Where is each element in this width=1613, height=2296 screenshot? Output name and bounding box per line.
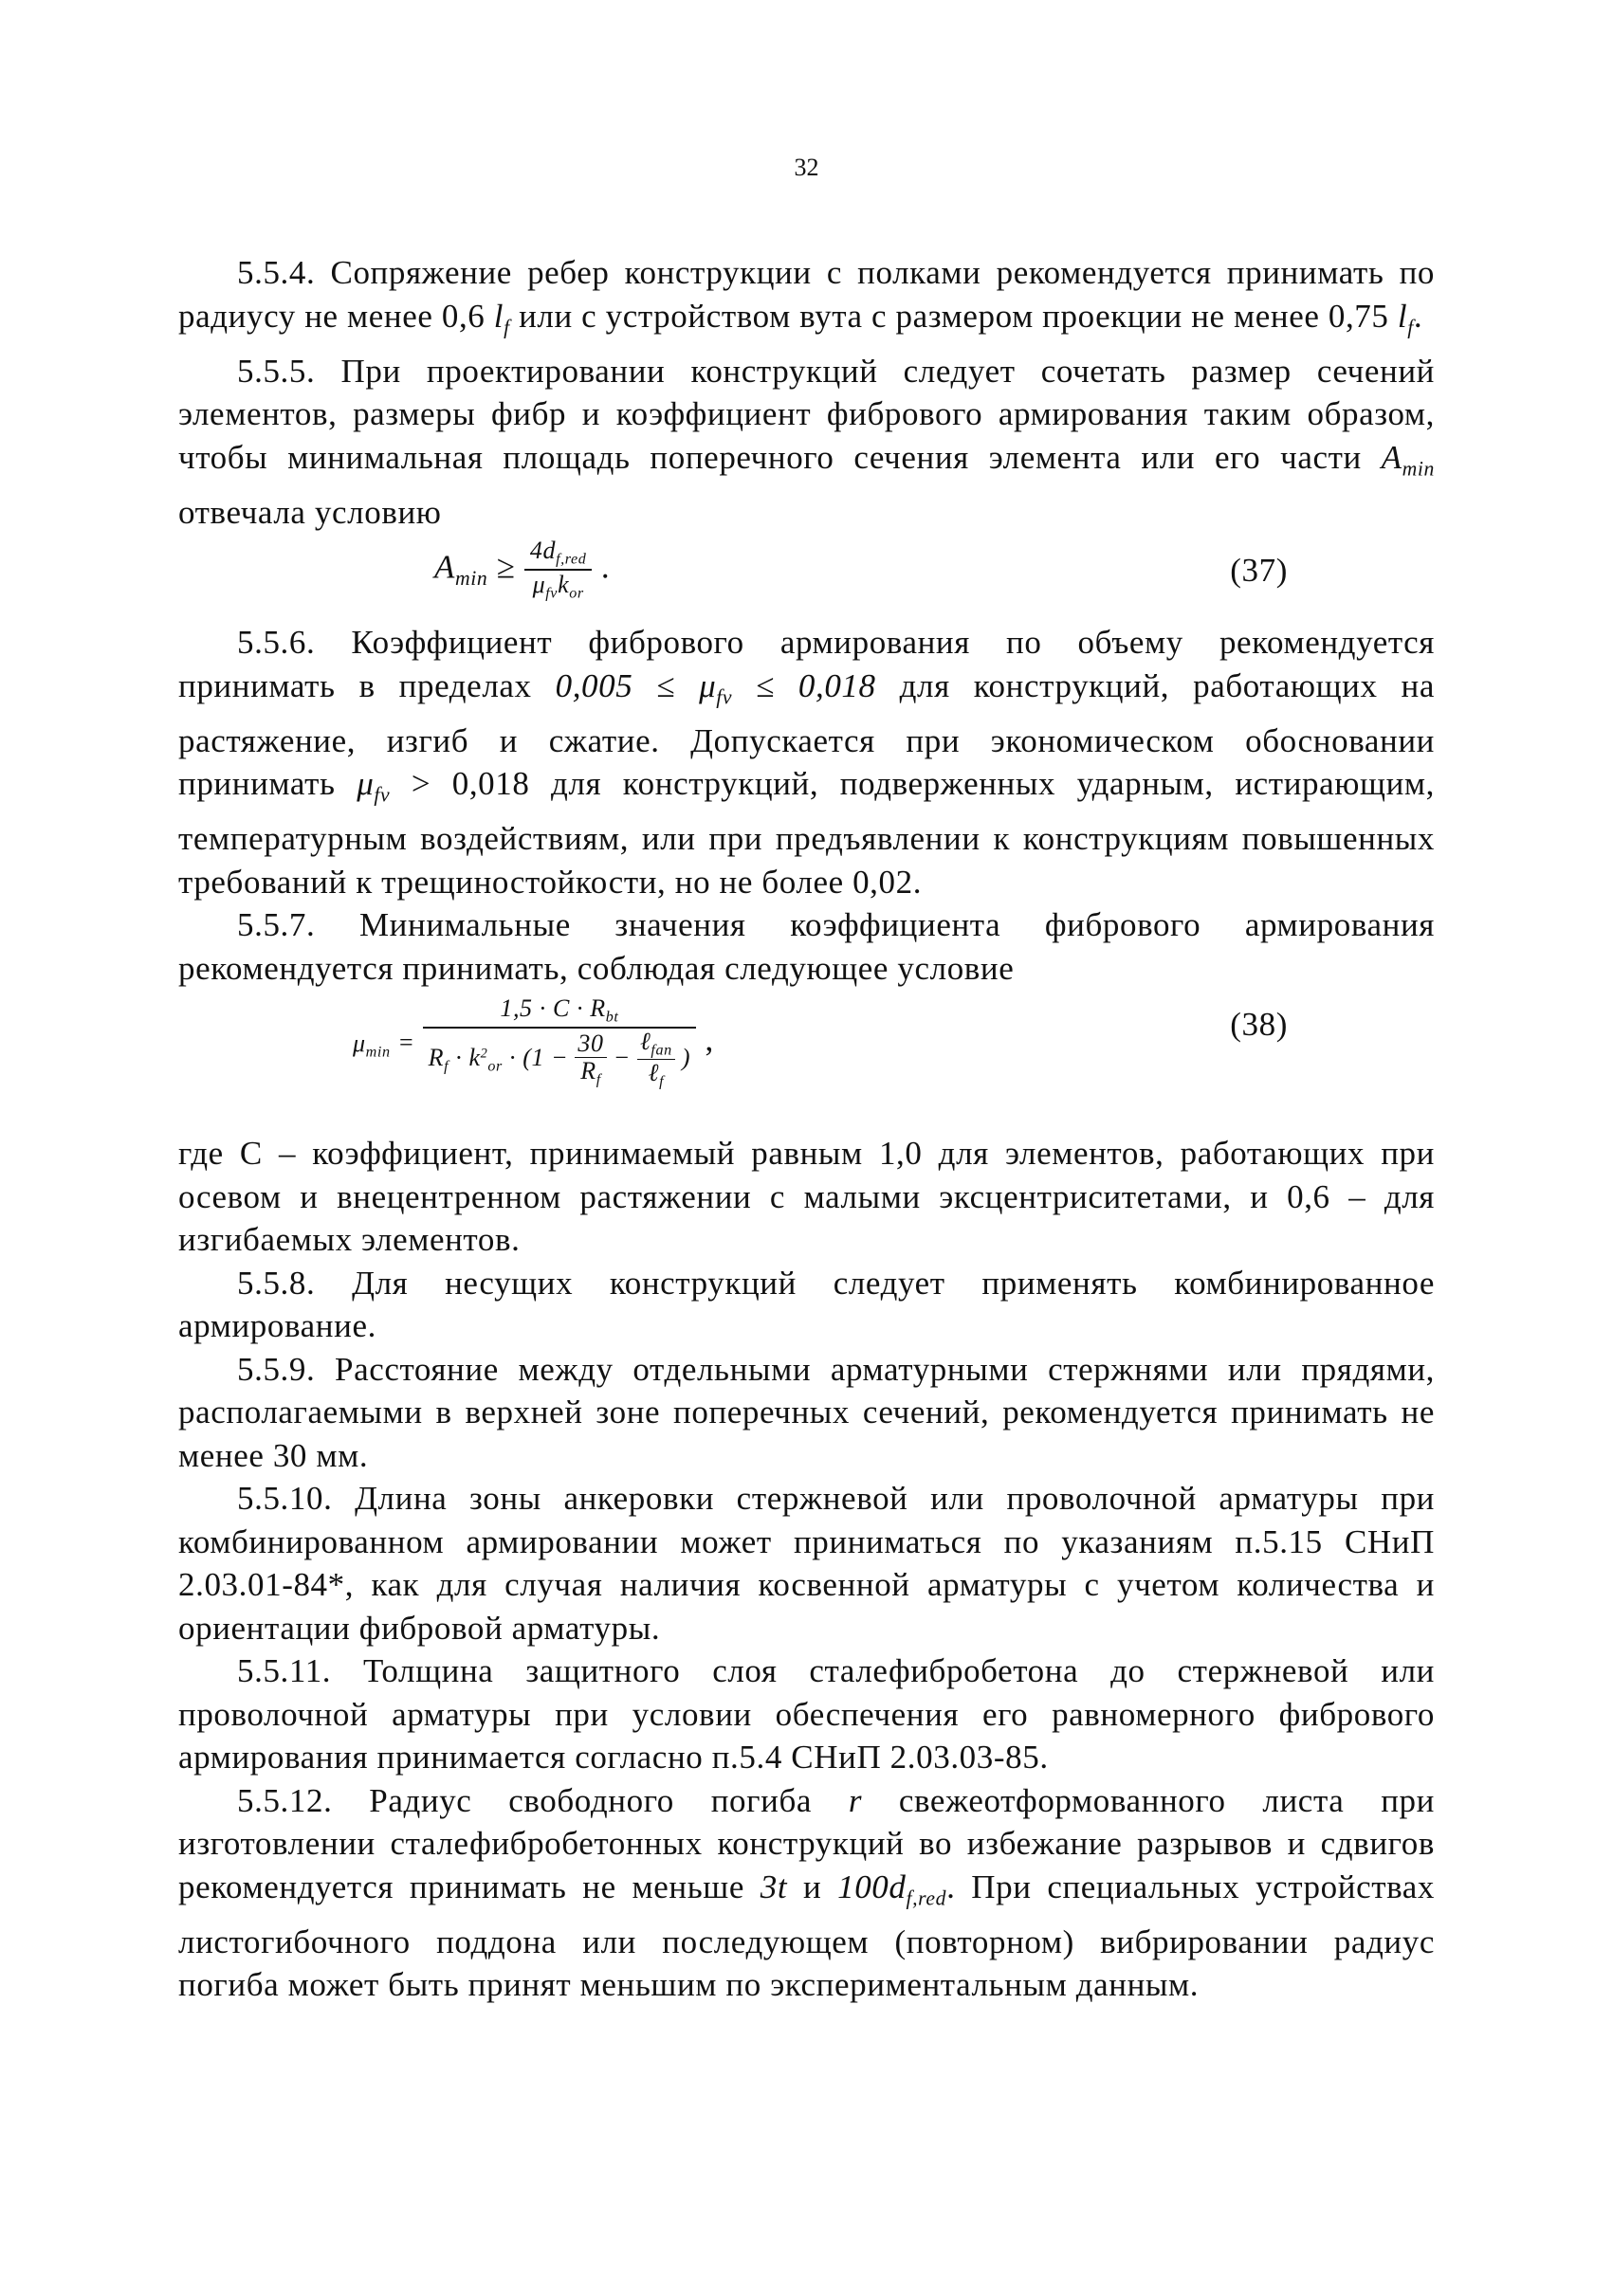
symbol-lf: $l_f$ [493,297,510,339]
equation-37-number: (37) [1230,552,1288,590]
clause-text: или с устройством вута с размером проекции не менее 0,75 [509,297,1398,335]
clause-text: 5.5.4. Сопряжение ребер конструкции с полками рекомендуется принимать по радиусу не менее 0,6 [178,254,1435,335]
inner-fraction-30-rf: $\frac{30}{R_f}$ [575,1030,606,1088]
symbol-lf: $l_f$ [1397,297,1414,339]
symbol-mu-fv: $\mu_{fv}$ [357,765,391,807]
equation-38-formula: $\mu_{min}$ = $1,5 \cdot C \cdot R_{bt}$ $R_f \cdot k^2_{or} \cdot (1$ − $\frac{30}{R_f}$ − ℓ$_{fan}$ ℓ$_f$ ) , [353,994,714,1090]
equation-37-formula: $A_{min}$ ≥ $\frac{4d_{f,red}}{\mu_{fv}k_{or}}$ . [434,537,611,602]
range-expression: $0,005 \le \mu_{fv} \le 0,018$ [555,666,876,709]
symbol-r: r [848,1781,863,1819]
clause-5-5-10: 5.5.10. Длина зоны анкеровки стержневой или проволочной арматуры при комбинированном армировании может приниматься по указаниям п.5.15 СНиП 2.03.01-84*, как для случая наличия косвенной арматуры с учетом количества и ориентации фибровой арматуры. [178,1480,1435,1647]
symbol-3t: 3t [760,1868,788,1905]
clause-5-5-7-where: где С – коэффициент, принимаемый равным 1,0 для элементов, работающих при осевом и внецентренном растяжении с малыми эксцентриситетами, и 0,6 – для изгибаемых элементов. [178,1135,1435,1259]
symbol-100d: $100d_{f,red}$ [837,1868,947,1910]
clause-5-5-4: 5.5.4. Сопряжение ребер конструкции с полками рекомендуется принимать по радиусу не менее 0,6 $l_f$ или с устройством вута с размером проекции не менее 0,75 $l_f$. [178,254,1435,339]
equation-37-fraction: $\frac{4d_{f,red}}{\mu_{fv}k_{or}}$ [524,538,593,603]
clause-text: . При специальных устройствах листогибочного поддона или последующем (повторном) вибрировании радиус погиба может быть принят меньшим по экспериментальным данным. [178,1868,1435,2004]
equation-38 [178,992,1435,1132]
clause-text: отвечала условию [178,493,442,531]
equation-38-number: (38) [1230,1006,1288,1044]
clause-5-5-11: 5.5.11. Толщина защитного слоя сталефибробетона до стержневой или проволочной арматуры при условии обеспечения его равномерного фибрового армирования принимается согласно п.5.4 СНиП 2.03.03-85. [178,1652,1435,1777]
clause-text: 5.5.12. Радиус свободного погиба [237,1781,849,1819]
clause-5-5-6 [178,621,1435,903]
clause-text: 5.5.6. Коэффициент фибрового армирования по объему рекомендуется принимать в пределах [178,624,1435,704]
clause-5-5-8: 5.5.8. Для несущих конструкций следует применять комбинированное армирование. [178,1264,1435,1345]
page-number: 32 [794,154,819,181]
clause-5-5-7: 5.5.7. Минимальные значения коэффициента фибрового армирования рекомендуется принимать, соблюдая следующее условие [178,906,1435,987]
clause-text: 5.5.5. При проектировании конструкций следует сочетать размер сечений элементов, размеры фибр и коэффициент фибрового армирования таким образом, чтобы минимальная площадь поперечного сечения элемента или его части [178,352,1435,476]
clause-5-5-9: 5.5.9. Расстояние между отдельными арматурными стержнями или прядями, располагаемыми в верхней зоне поперечных сечений, рекомендуется принимать не менее 30 мм. [178,1350,1435,1474]
document-body [178,251,1435,2007]
equation-38-fraction: $1,5 \cdot C \cdot R_{bt}$ $R_f \cdot k^2_{or} \cdot (1$ − $\frac{30}{R_f}$ − ℓ$_{fan}$ ℓ$_f$ ) [423,995,697,1090]
inner-fraction-lfan-lf: ℓ$_{fan}$ ℓ$_f$ [637,1029,675,1091]
clause-text: > 0,018 для конструкций, подверженных ударным, истирающим, температурным воздействиям, или при предъявлении к конструкциям повышенных требований к трещиностойкости, но не более 0,02. [178,765,1435,901]
clause-text: свежеотформованного листа при изготовлении сталефибробетонных конструкций во избежание разрывов и сдвигов рекомендуется принимать не меньше [178,1781,1435,1905]
clause-5-5-5 [178,350,1435,535]
symbol-amin: $A_{min}$ [1381,438,1435,481]
clause-5-5-12: 5.5.12. Радиус свободного погиба r свежеотформованного листа при изготовлении сталефибробетонных конструкций во избежание разрывов и сдвигов рекомендуется принимать не меньше 3t и $100d_{f,red}$. При специальных устройствах листогибочного поддона или последующем (повторном) вибрировании радиус погиба может быть принят меньшим по экспериментальным данным. [178,1781,1435,2004]
clause-text: для конструкций, работающих на растяжение, изгиб и сжатие. Допускается при экономическом обосновании принимать [178,666,1435,803]
equation-37 [178,534,1435,621]
